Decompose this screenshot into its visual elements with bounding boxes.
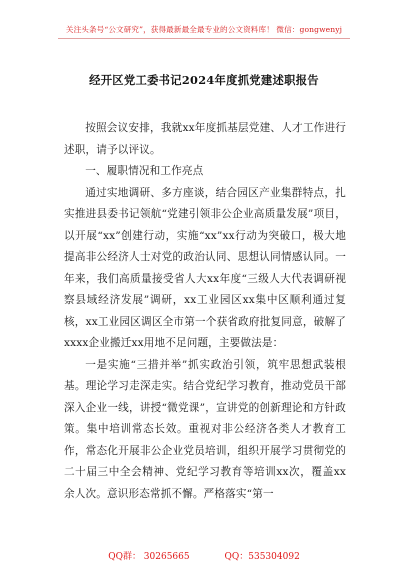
footer-qq-number: QQ：535304092 <box>224 552 300 562</box>
footer-qq-group: QQ群： 30265665 <box>108 552 190 562</box>
header-promo-notice: 关注头条号“公文研究”，获得最新最全最专业的公文资料库！ 微信：gongwenyj <box>65 25 343 34</box>
header-divider <box>58 38 350 39</box>
footer-contact <box>0 549 408 562</box>
paragraph-point-one: 一是实施“三措并举”抓实政治引领，筑牢思想武装根基。理论学习走深走实。结合党纪学习教育，推动党员干部深入企业一线，讲授“微党课”，宣讲党的创新理论和方针政策。集中培训常态长效。重视对非公经济各类人才教育工作，常态化开展非公企业党员培训，组织开展学习贯彻党的二十届三中全会精神、党纪学习教育等培训xx次，覆盖xx余人次。意识形态常抓不懈。严格落实“第一 <box>64 358 346 500</box>
paragraph-overview: 通过实地调研、多方座谈，结合园区产业集群特点，扎实推进县委书记领航“党建引领非公企业高质量发展”项目，以开展“xx”创建行动，实施“xx”xx行动为突破口，极大地提高非公经济人士对党的政治认同、思想认同情感认同。一年来，我们高质量接受省人大xx年度“三级人大代表调研视察县域经济发展”调研，xx工业园区xx集中区顺利通过复核，xx工业园区调区全市第一个获省政府批复同意，破解了xxxx企业搬迁xx用地不足问题，主要做法是： <box>64 186 346 349</box>
document-title: 经开区党工委书记2024年度抓党建述职报告 <box>89 73 319 87</box>
document-body <box>64 118 346 505</box>
paragraph-intro: 按照会议安排，我就xx年度抓基层党建、人才工作进行述职，请予以评议。 <box>64 122 346 156</box>
section-heading: 一、履职情况和工作亮点 <box>85 165 204 177</box>
